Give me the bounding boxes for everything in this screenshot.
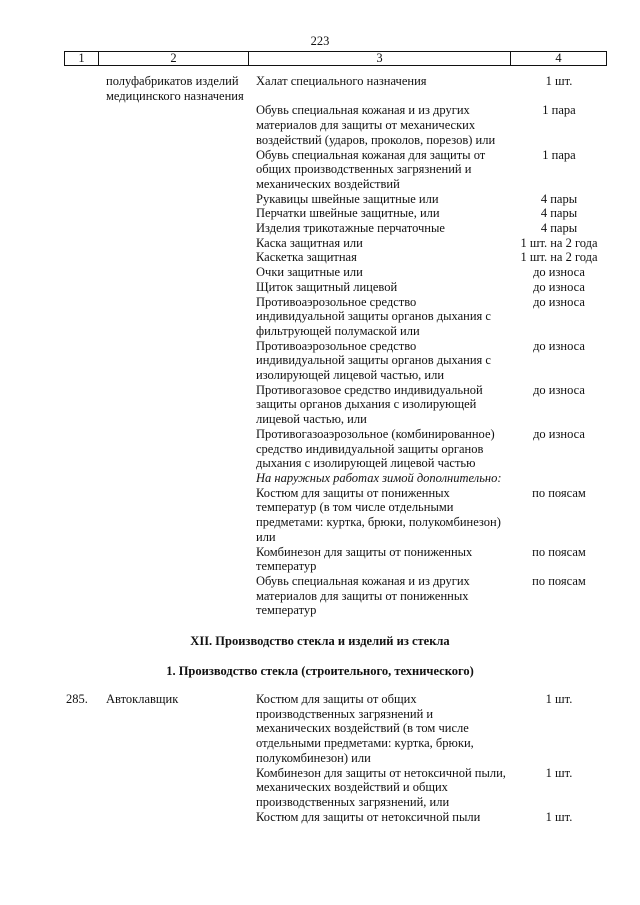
table-row [0,221,640,236]
item-name: Противогазоаэрозольное (комбинированное) средство индивидуальной защиты органов дыхания с изолирующей лицевой частью [256,426,495,471]
item-norm: до износа [533,265,585,280]
item-norm: 4 пары [540,221,578,236]
item-norm: 1 пара [542,103,576,118]
profession-name: полуфабрикатов изделий медицинского назначения [106,74,244,103]
item-norm: до износа [533,426,585,441]
row-number: 285. [66,692,88,707]
item-norm: по поясам [532,485,586,500]
column-header-3: 3 [249,52,511,66]
table-row [0,471,640,486]
table-row [0,265,640,280]
table-row [0,206,640,221]
subsection-title: 1. Производство стекла (строительного, технического) [166,664,474,679]
table-row [0,295,640,339]
table-row [0,766,640,810]
item-name: Противогазовое средство индивидуальной защиты органов дыхания с изолирующей лицевой частью, или [256,382,483,427]
chapter-title: XII. Производство стекла и изделий из стекла [190,634,450,649]
item-norm: 1 шт. на 2 года [520,250,598,265]
item-name: Изделия трикотажные перчаточные [256,221,445,236]
table-row [0,74,640,103]
item-name: Обувь специальная кожаная и из других материалов для защиты от пониженных температур [256,573,470,618]
column-header-row [64,51,607,66]
table-row [0,250,640,265]
table-row [0,280,640,295]
item-norm: по поясам [532,544,586,559]
table-row [0,339,640,383]
item-name: Комбинезон для защиты от нетоксичной пыли, механических воздействий и общих производственных загрязнений, или [256,765,506,809]
table-row [0,486,640,545]
table-row [0,545,640,574]
item-name: Очки защитные или [256,265,363,280]
item-norm: 1 пара [542,147,576,162]
item-name: Костюм для защиты от пониженных температур (в том числе отдельными предметами: куртка, брюки, полукомбинезон) или [256,485,501,544]
table-row [0,383,640,427]
item-norm: 1 шт. [545,765,573,780]
item-name: Противоаэрозольное средство индивидуальной защиты органов дыхания с фильтрующей полумаской или [256,294,491,338]
item-name: Обувь специальная кожаная для защиты от общих производственных загрязнений и механических воздействий [256,147,486,191]
table-row [0,427,640,471]
item-name: Рукавицы швейные защитные или [256,191,439,206]
item-name: Перчатки швейные защитные, или [256,206,440,221]
column-header-4: 4 [511,52,607,66]
table-row [0,692,640,766]
item-norm: до износа [533,294,585,309]
page-number: 223 [310,34,330,48]
item-norm: по поясам [532,573,586,588]
table-row [0,574,640,618]
table-row [0,236,640,251]
profession-name: Автоклавщик [106,692,179,707]
table-row [0,192,640,207]
item-name: Халат специального назначения [256,74,427,88]
section-b [0,692,640,824]
item-norm: до износа [533,279,585,294]
item-name: Каска защитная или [256,235,363,250]
item-name: Каскетка защитная [256,250,357,265]
item-name: Противоаэрозольное средство индивидуальной защиты органов дыхания с изолирующей лицевой частью, или [256,338,491,383]
seasonal-note: На наружных работах зимой дополнительно: [256,470,502,485]
item-norm: 1 шт. [545,692,573,707]
table-row [0,810,640,825]
item-name: Комбинезон для защиты от пониженных температур [256,544,473,574]
item-name: Костюм для защиты от нетоксичной пыли [256,809,481,824]
document-body [0,74,640,824]
item-name: Костюм для защиты от общих производственных загрязнений и механических воздействий (в том числе отдельными предметами: куртка, брюки, полукомбинезон) или [256,692,474,765]
section-a [0,74,640,618]
column-header-2: 2 [99,52,249,66]
item-norm: 4 пары [540,206,578,221]
item-name: Щиток защитный лицевой [256,279,398,294]
item-norm: 1 шт. на 2 года [520,235,598,250]
item-norm: 4 пары [540,191,578,206]
item-norm: до износа [533,382,585,397]
item-norm: до износа [533,338,585,353]
item-name: Обувь специальная кожаная и из других материалов для защиты от механических воздействий (ударов, проколов, порезов) или [256,103,496,147]
table-row [0,148,640,192]
column-header-1: 1 [65,52,99,66]
table-row [0,103,640,147]
item-norm: 1 шт. [545,809,573,824]
item-norm: 1 шт. [545,74,573,88]
